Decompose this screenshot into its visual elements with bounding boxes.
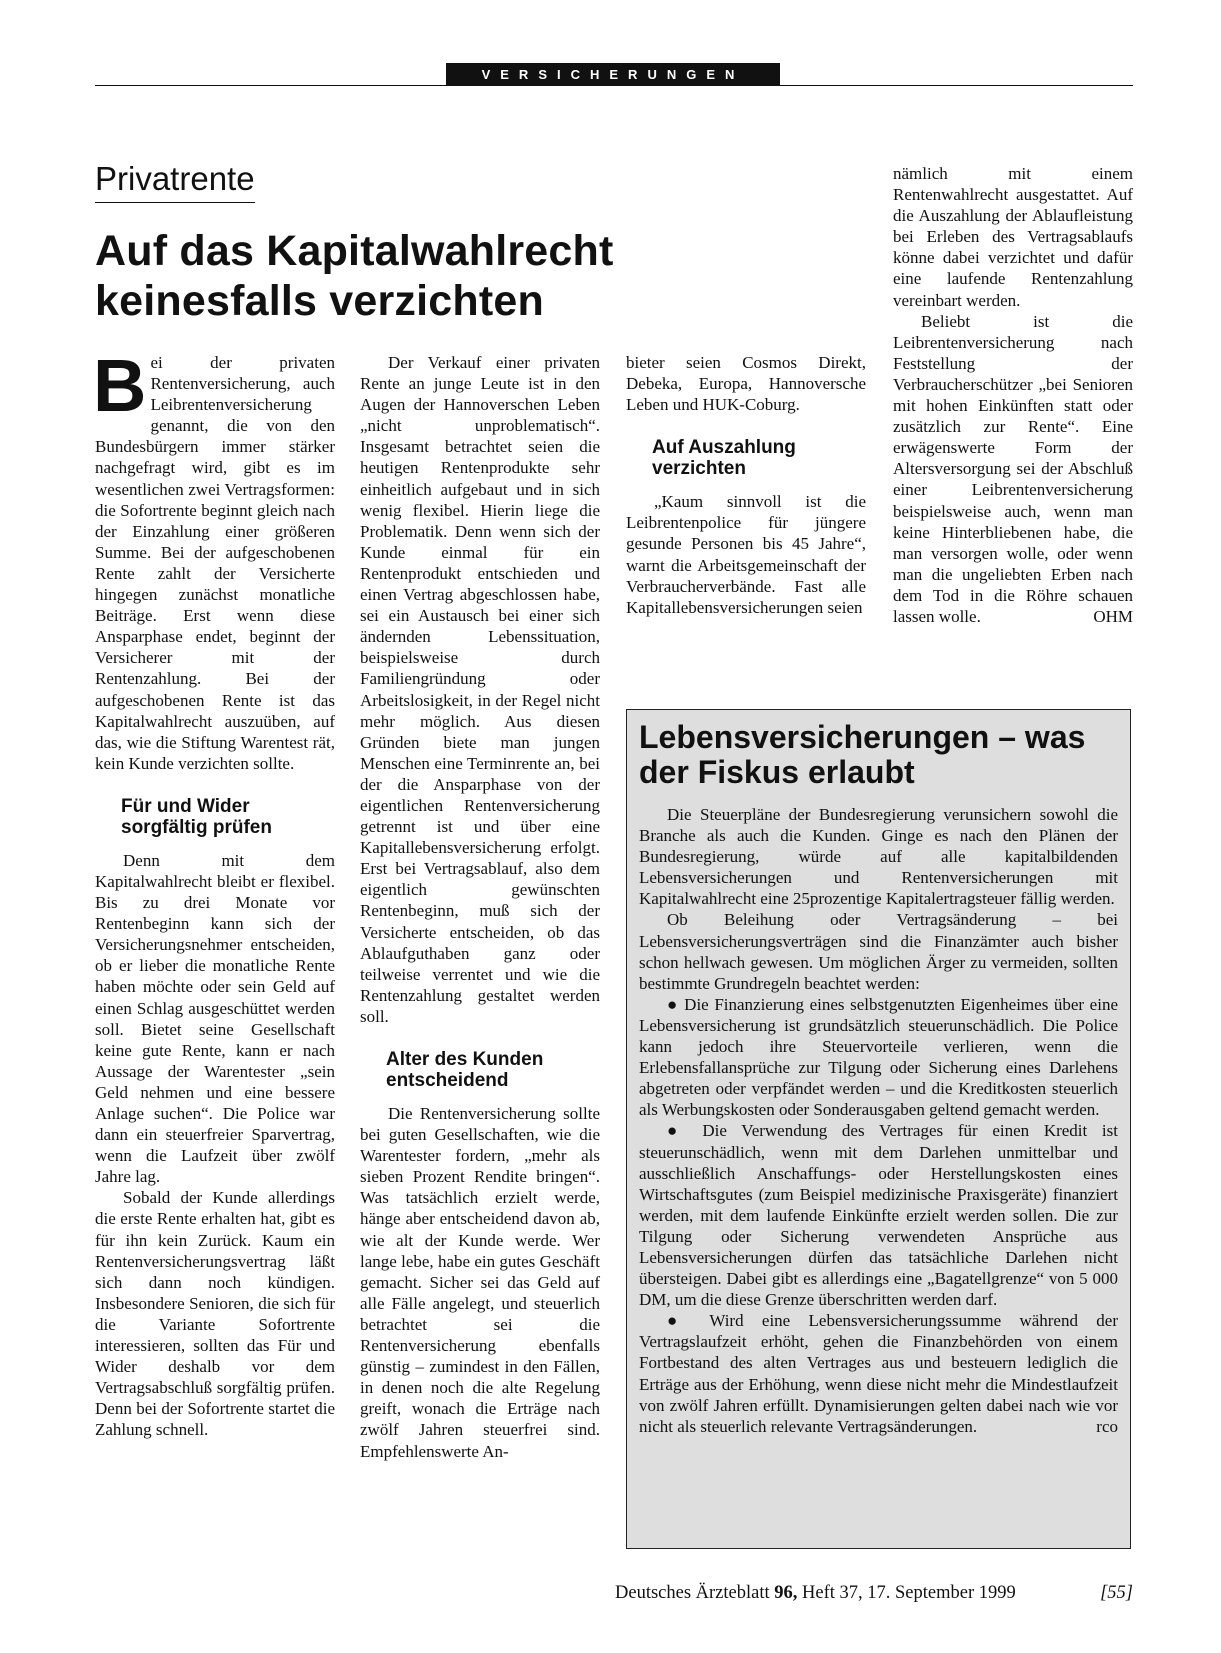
page-footer (615, 1583, 1133, 1604)
drop-cap: B (93, 344, 147, 427)
header-rule (95, 85, 1133, 86)
paragraph: Die Steuerpläne der Bundesregierung verunsichern sowohl die Branche als auch die Kunden. Ginge es nach den Plänen der Bundesregierung, würde auf alle kapitalbildenden Lebensversicherungen und Rentenversicherungen mit Kapitalwahlrecht eine 25prozentige Kapitalertragsteuer fällig werden. (639, 805, 1118, 909)
box-title: Lebensversicherungen – was der Fiskus erlaubt (639, 719, 1086, 790)
info-box (626, 709, 1131, 1549)
section-label: VERSICHERUNGEN (446, 63, 780, 85)
article-column-3 (626, 352, 866, 618)
author-initials: OHM (1093, 606, 1133, 626)
subheading: Auf Auszahlung verzichten (652, 437, 796, 480)
paragraph: Die Rentenversicherung sollte bei guten Gesellschaften, wie die Warentester fordern, „mehr als sieben Prozent Rendite bringen“. Was tatsächlich erzielt werde, hänge aber entscheidend davon ab, wie alt der Kunde werde. Wer lange lebe, habe ein gutes Geschäft gemacht. Sicher sei das Geld auf alle Fälle angelegt, und steuerlich betrachtet sei die Rentenversicherung ebenfalls günstig – zumindest in den Fällen, in denen noch die alte Regelung greift, wonach die Erträge nach zwölf Jahren steuerfrei sind. Empfehlenswerte An- (360, 1104, 600, 1461)
citation: Deutsches Ärzteblatt 96, Heft 37, 17. September 1999 (615, 1583, 1016, 1603)
paragraph: Ob Beleihung oder Vertragsänderung – bei Lebensversicherungsverträgen sind die Finanzämter auch bisher schon hellwach gewesen. Um möglichen Ärger zu vermeiden, sollten bestimmte Grundregeln beachtet werden: (639, 910, 1118, 993)
paragraph: Denn mit dem Kapitalwahlrecht bleibt er flexibel. Bis zu drei Monate vor Rentenbeginn kann sich der Versicherungsnehmer entscheiden, ob er lieber die monatliche Rente haben möchte oder sein Geld auf einen Schlag ausgeschüttet werden soll. Bietet seine Gesellschaft keine gute Rente, kann er nach Aussage der Warentester „sein Geld nehmen und eine bessere Anlage suchen“. Die Police war dann ein steuerfreier Sparvertrag, wenn die Laufzeit über zwölf Jahre lag. (95, 850, 335, 1187)
article-column-2 (360, 352, 600, 1462)
paragraph: Bei der privaten Rentenversicherung, auch Leibrentenversicherung genannt, die von den Bundesbürgern immer stärker nachgefragt wird, gibt es im wesentlichen zwei Vertragsformen: die Sofortrente beginnt gleich nach der Einzahlung einer größeren Summe. Bei der aufgeschobenen Rente zahlt der Versicherte hingegen zunächst monatliche Beiträge. Erst wenn diese Ansparphase endet, beginnt der Versicherer mit der Rentenzahlung. Bei der aufgeschobenen Rente ist das Kapitalwahlrecht auszuüben, auf das, wie die Stiftung Warentest rät, kein Kunde verzichten sollte. (93, 344, 335, 773)
volume: 96, (774, 1583, 798, 1603)
bullet-paragraph: ● Die Verwendung des Vertrages für einen Kredit ist steuerunschädlich, wenn mit dem Darlehen unmittelbar und ausschließlich Anschaffungs- oder Herstellungskosten eines Wirtschaftsgutes (zum Beispiel medizinische Praxisgeräte) finanziert werden, mit dem laufende Einkünfte erzielt werden sollen. Die zur Tilgung oder Sicherung verwendeten Ansprüche aus Lebensversicherungen dürfen das tatsächliche Darlehen nicht übersteigen. Dabei gibt es allerdings eine „Bagatellgrenze“ von 5 000 DM, um die diese Grenze überschritten werden darf. (639, 1121, 1118, 1310)
paragraph: Beliebt ist die Leibrentenversicherung nach Feststellung der Verbraucherschützer „bei Senioren mit hohen Einkünften statt oder zusätzlich zur Rente“. Eine erwägenswerte Form der Altersversorgung sei der Abschluß einer Leibrentenversicherung beispielsweise auch, wenn man keine Hinterbliebenen habe, die man versorgen wolle, oder wenn man die ungeliebten Erben nach dem Tod in die Röhre schauen lassen wolle. OHM (893, 311, 1133, 626)
paragraph: „Kaum sinnvoll ist die Leibrentenpolice für jüngere gesunde Personen bis 45 Jahre“, warnt die Arbeitsgemeinschaft der Verbraucherverbände. Fast alle Kapitallebensversicherungen seien (626, 492, 866, 617)
author-initials: rco (1096, 1416, 1118, 1436)
page-number: [55] (1100, 1583, 1133, 1603)
article-column-1 (93, 344, 335, 1441)
paragraph: nämlich mit einem Rentenwahlrecht ausgestattet. Auf die Auszahlung der Ablaufleistung bei Erleben des Vertragsablaufs könne dabei verzichtet und dafür eine laufende Rentenzahlung vereinbart werden. (893, 164, 1133, 310)
article-kicker: Privatrente (95, 160, 255, 203)
article-headline: Auf das Kapitalwahlrecht keinesfalls verzichten (95, 227, 614, 325)
bullet-paragraph: ● Wird eine Lebensversicherungssumme während der Vertragslaufzeit erhöht, gehen die Finanzbehörden von einem Fortbestand des alten Vertrages aus und besteuern lediglich die Erträge aus der Erhöhung, wenn diese nicht mehr die Mindestlaufzeit von zwölf Jahren erfüllt. Dynamisierungen gelten dabei nach wie vor nicht als steuerlich relevante Vertragsänderungen. rco (639, 1311, 1118, 1436)
bullet-paragraph: ● Die Finanzierung eines selbstgenutzten Eigenheimes über eine Lebensversicherung ist grundsätzlich steuerunschädlich. Die Police kann jedoch ihre Steuervorteile verlieren, wenn die Erlebensfallansprüche zur Tilgung oder Sicherung eines Darlehens abgetreten oder verpfändet werden – und die Kreditkosten steuerlich als Werbungskosten oder Sonderausgaben geltend gemacht werden. (639, 994, 1118, 1120)
paragraph: Sobald der Kunde allerdings die erste Rente erhalten hat, gibt es für ihn kein Zurück. Kaum ein Rentenversicherungsvertrag läßt sich dann noch kündigen. Insbesondere Senioren, die sich für die Variante Sofortrente interessieren, sollten das Für und Wider deshalb vor dem Vertragsabschluß sorgfältig prüfen. Denn bei der Sofortrente startet die Zahlung schnell. (95, 1188, 335, 1440)
subheading: Für und Wider sorgfältig prüfen (121, 795, 272, 838)
paragraph: bieter seien Cosmos Direkt, Debeka, Europa, Hannoversche Leben und HUK-Coburg. (626, 353, 866, 415)
subheading: Alter des Kunden entscheidend (386, 1049, 544, 1091)
paragraph: Der Verkauf einer privaten Rente an junge Leute ist in den Augen der Hannoverschen Leben „nicht unproblematisch“. Insgesamt betrachtet seien die heutigen Rentenprodukte sehr einheitlich aufgebaut und in sich wenig flexibel. Hierin liege die Problematik. Denn wenn sich der Kunde einmal für ein Rentenprodukt entschieden und einen Vertrag abgeschlossen habe, sei ein Austausch bei einer sich ändernden Lebenssituation, beispielsweise durch Familiengründung oder Arbeitslosigkeit, in der Regel nicht mehr möglich. Aus diesen Gründen biete man jungen Menschen eine Terminrente an, bei der die Ansparphase von der eigentlichen Rentenversicherung getrennt ist und über eine Kapitallebensversicherung erfolgt. Erst bei Vertragsablauf, also dem eigentlich gewünschten Rentenbeginn, muß sich der Versicherte entscheiden, ob das Ablaufguthaben ganz oder teilweise verrentet und wie die Rentenzahlung gestaltet werden soll. (360, 353, 600, 1026)
box-body (639, 804, 1118, 1437)
article-column-4 (893, 163, 1133, 627)
